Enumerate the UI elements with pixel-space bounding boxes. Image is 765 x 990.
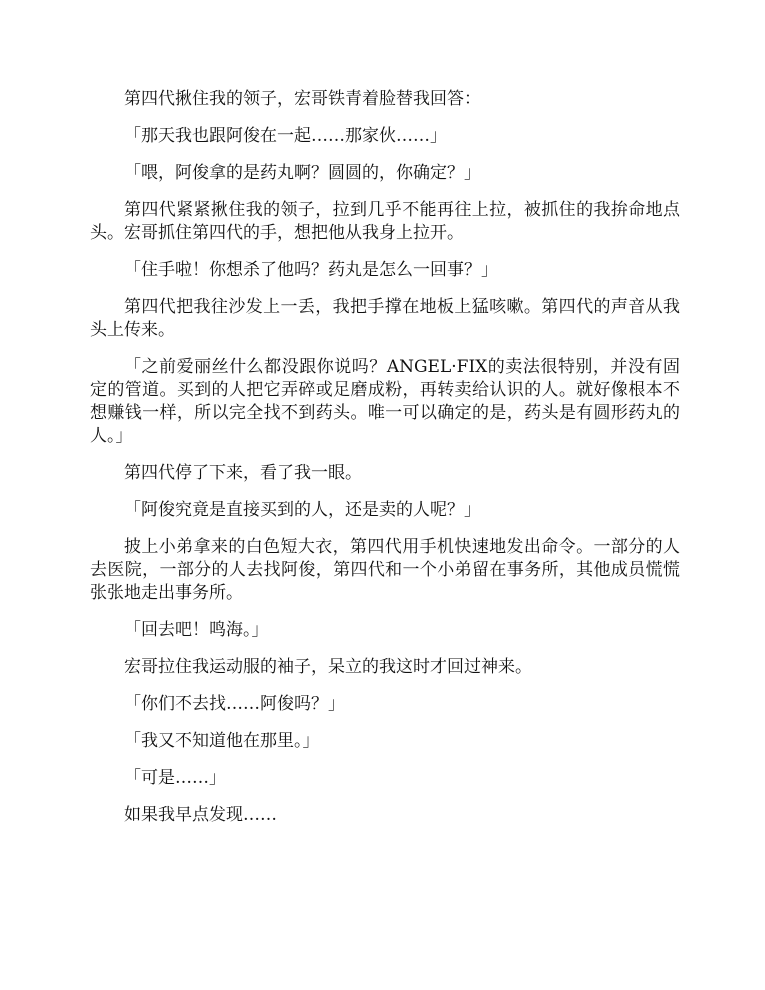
paragraph: 第四代把我往沙发上一丢，我把手撑在地板上猛咳嗽。第四代的声音从我头上传来。: [90, 297, 680, 340]
paragraph: 「你们不去找……阿俊吗？」: [124, 694, 345, 714]
document-body: [90, 88, 680, 841]
paragraph: 「那天我也跟阿俊在一起……那家伙……」: [124, 126, 447, 146]
paragraph: 「可是……」: [124, 768, 226, 788]
paragraph: 「喂，阿俊拿的是药丸啊？圆圆的，你确定？」: [124, 163, 481, 183]
paragraph: 第四代停了下来，看了我一眼。: [124, 463, 362, 483]
paragraph: 「回去吧！鸣海。」: [124, 620, 269, 640]
paragraph: 第四代揪住我的领子，宏哥铁青着脸替我回答：: [124, 89, 481, 109]
paragraph: 宏哥拉住我运动服的袖子，呆立的我这时才回过神来。: [124, 657, 532, 677]
paragraph: 「阿俊究竟是直接买到的人，还是卖的人呢？」: [124, 500, 481, 520]
paragraph: 「我又不知道他在那里。」: [124, 731, 320, 751]
paragraph: 如果我早点发现……: [124, 805, 277, 825]
paragraph: 「之前爱丽丝什么都没跟你说吗？ANGEL·FIX的卖法很特别，并没有固定的管道。买到的人把它弄碎或足磨成粉，再转卖给认识的人。就好像根本不想赚钱一样，所以完全找不到药头。唯一可以确定的是，药头是有圆形药丸的人。」: [90, 357, 680, 446]
paragraph: 披上小弟拿来的白色短大衣，第四代用手机快速地发出命令。一部分的人去医院，一部分的人去找阿俊，第四代和一个小弟留在事务所，其他成员慌慌张张地走出事务所。: [90, 537, 680, 603]
paragraph: 第四代紧紧揪住我的领子，拉到几乎不能再往上拉，被抓住的我拚命地点头。宏哥抓住第四代的手，想把他从我身上拉开。: [90, 200, 680, 243]
paragraph: 「住手啦！你想杀了他吗？药丸是怎么一回事？」: [124, 260, 498, 280]
